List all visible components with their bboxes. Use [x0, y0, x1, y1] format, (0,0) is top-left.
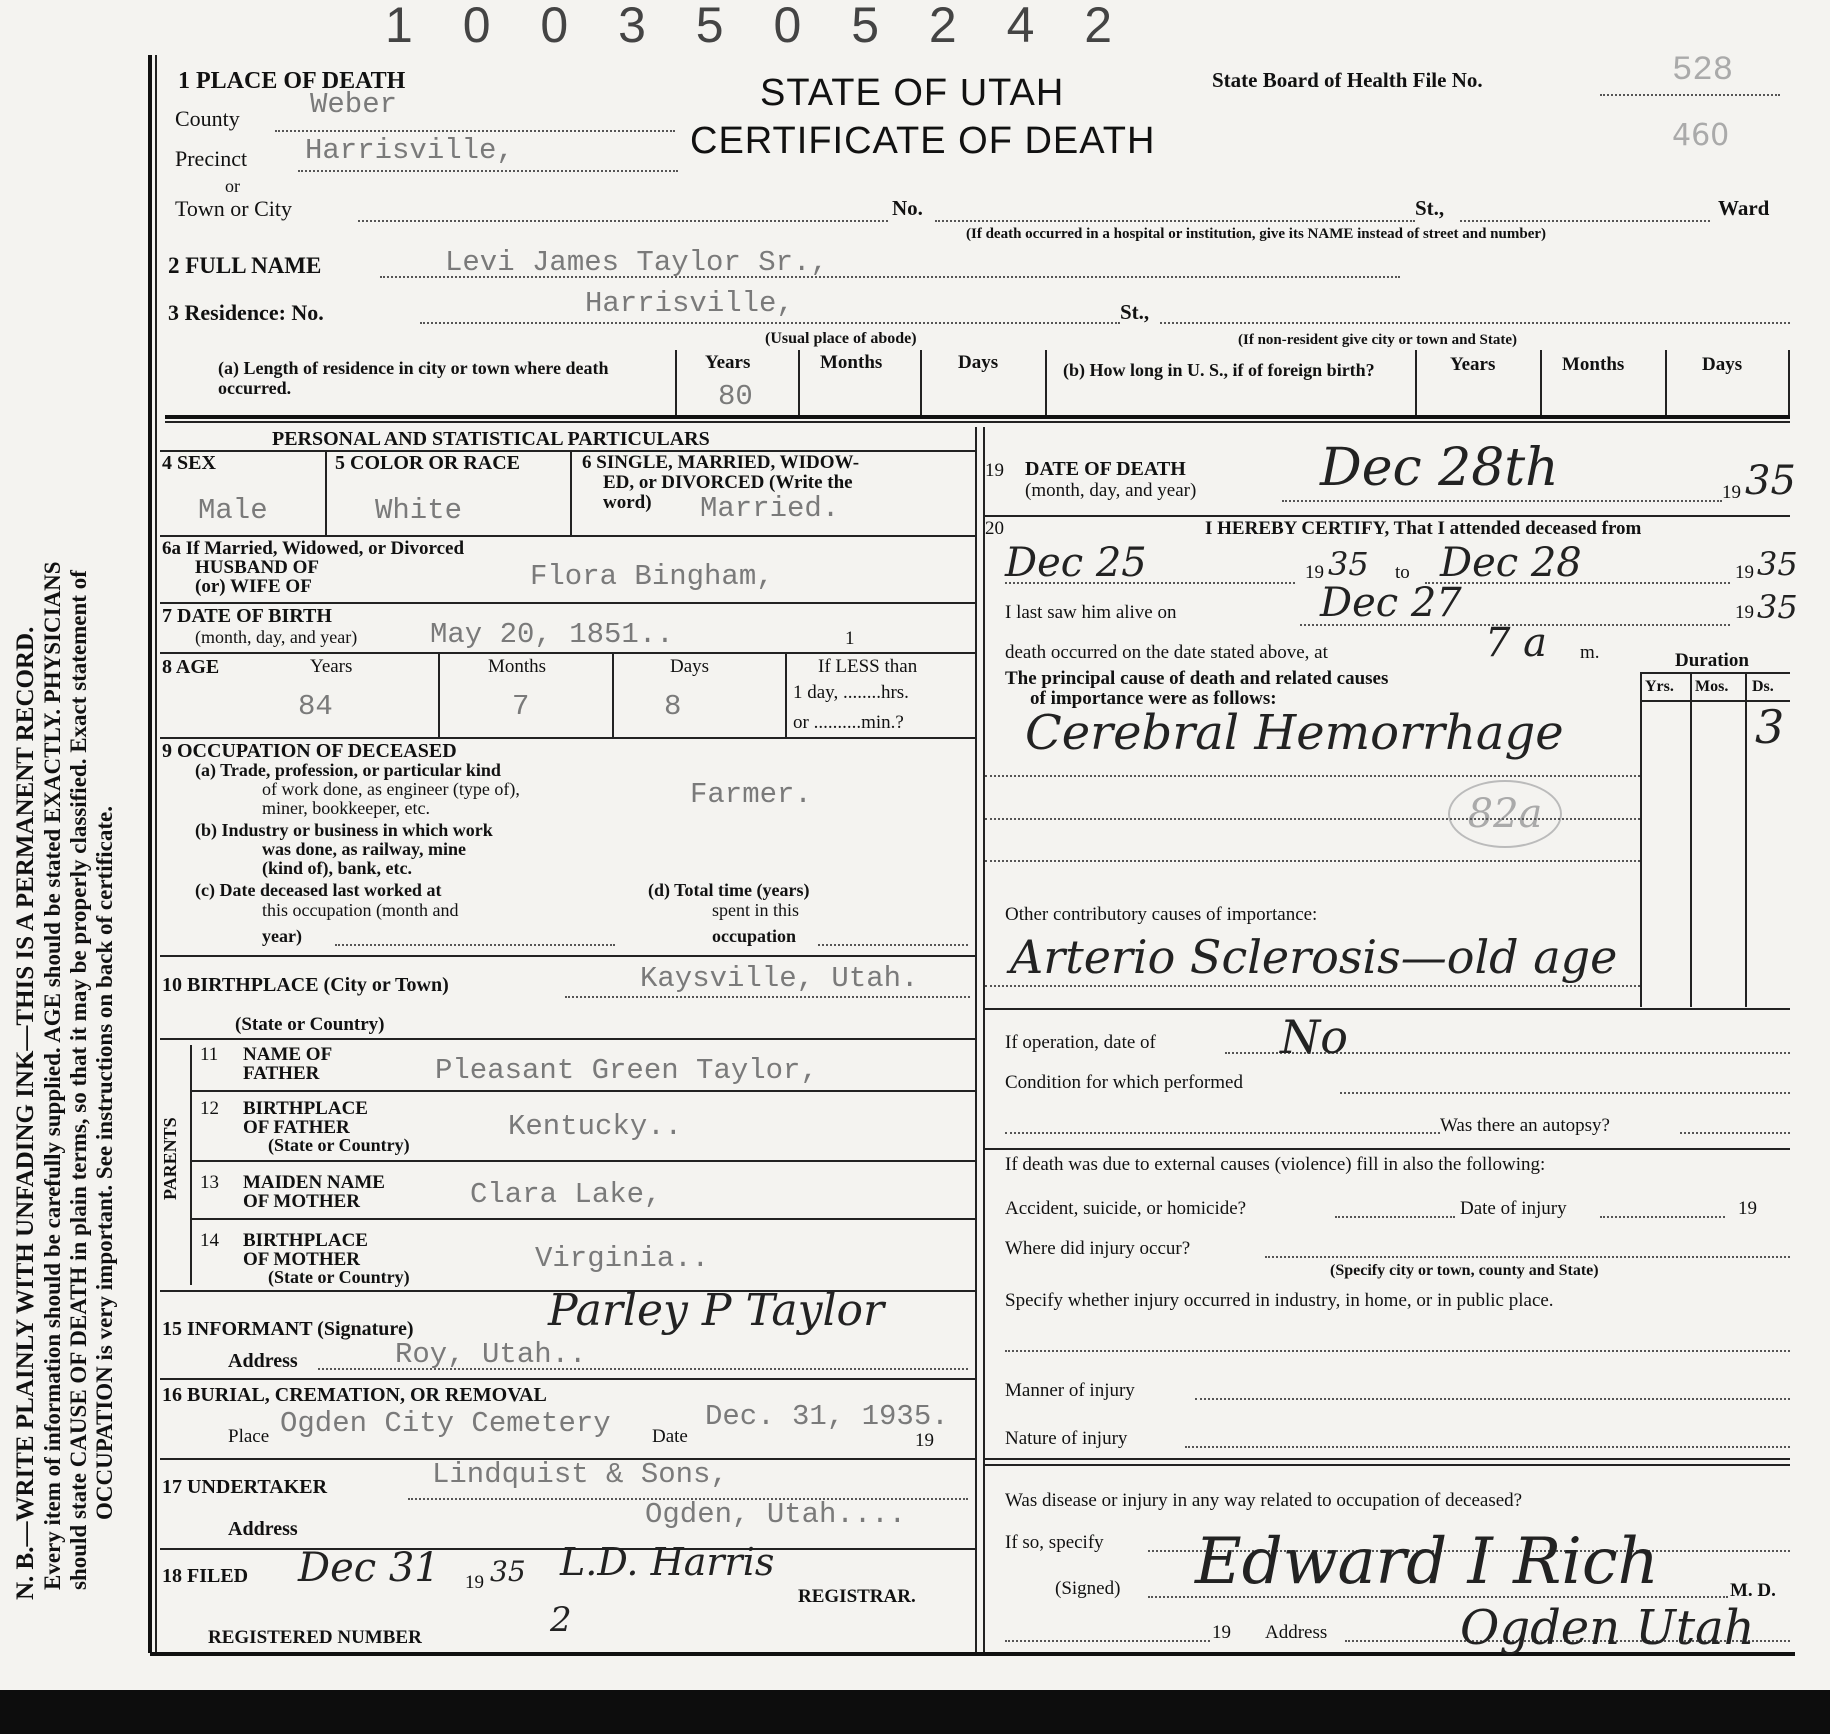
marital-label-1: 6 SINGLE, MARRIED, WIDOW- — [582, 452, 860, 473]
res-months-header: Months — [820, 352, 883, 373]
precinct-value: Harrisville, — [305, 134, 514, 167]
cause-of-death: Cerebral Hemorrhage — [1025, 705, 1564, 761]
cause-label-2: of importance were as follows: — [1030, 688, 1277, 709]
age-months-value: 7 — [512, 690, 530, 723]
or-label: or — [225, 176, 240, 196]
physician-address-label: Address — [1265, 1622, 1328, 1643]
death-year-prefix: 19 — [1722, 482, 1741, 503]
residence-label: 3 Residence: No. — [168, 300, 324, 325]
mother-num: 13 — [200, 1172, 219, 1193]
certify-to-label: to — [1395, 562, 1410, 583]
burial-place-label: Place — [228, 1426, 270, 1447]
mother-label-1: MAIDEN NAME — [243, 1172, 385, 1193]
filed-year-prefix: 19 — [465, 1572, 484, 1593]
operation-label: If operation, date of — [1005, 1032, 1156, 1053]
board-file-label: State Board of Health File No. — [1212, 68, 1483, 92]
ward-label: Ward — [1718, 196, 1770, 220]
spouse-value: Flora Bingham, — [530, 560, 774, 593]
external-causes-label: If death was due to external causes (violence) fill in also the following: — [1005, 1154, 1546, 1175]
mother-label-2: OF MOTHER — [243, 1191, 360, 1212]
last-saw-label: I last saw him alive on — [1005, 602, 1177, 623]
informant-signature: Parley P Taylor — [548, 1285, 885, 1336]
full-name-label: 2 FULL NAME — [168, 253, 322, 278]
marital-value: Married. — [700, 492, 840, 525]
mother-bp-label-2: OF MOTHER — [243, 1249, 360, 1270]
spouse-label-2: HUSBAND OF — [195, 557, 320, 578]
county-value: Weber — [310, 88, 398, 121]
occupation-heading: 9 OCCUPATION OF DECEASED — [162, 740, 457, 762]
less-label-1: If LESS than — [818, 656, 918, 677]
m-label: m. — [1580, 642, 1600, 663]
signed-year-prefix: 19 — [1212, 1622, 1231, 1643]
duration-ds: Ds. — [1752, 678, 1774, 695]
occupation-d3: occupation — [712, 926, 797, 946]
certify-to-year: 35 — [1757, 545, 1798, 583]
occupation-b3: (kind of), bank, etc. — [262, 858, 413, 878]
res-years-value: 80 — [718, 380, 753, 413]
death-year: 35 — [1745, 458, 1796, 504]
mother-bp-label-1: BIRTHPLACE — [243, 1230, 368, 1251]
certify-text: I HEREBY CERTIFY, That I attended deceased from — [1205, 518, 1642, 539]
autopsy-label: Was there an autopsy? — [1440, 1115, 1610, 1136]
less-label-2: 1 day, ........hrs. — [793, 682, 909, 703]
certificate-title: CERTIFICATE OF DEATH — [690, 120, 1156, 162]
death-date-num: 19 — [985, 460, 1004, 481]
certify-from-year: 35 — [1328, 545, 1369, 583]
residence-value: Harrisville, — [585, 287, 794, 320]
condition-label: Condition for which performed — [1005, 1072, 1243, 1093]
personal-heading: PERSONAL AND STATISTICAL PARTICULARS — [272, 428, 710, 450]
physician-signature: Edward I Rich — [1195, 1525, 1659, 1599]
burial-date: Dec. 31, 1935. — [705, 1400, 949, 1433]
death-date-label-1: DATE OF DEATH — [1025, 458, 1186, 480]
father-bp-label-3: (State or Country) — [268, 1135, 410, 1155]
res-days-header: Days — [958, 352, 999, 373]
spouse-label-3: (or) WIFE OF — [195, 576, 312, 597]
form-left-border-inner — [155, 55, 157, 1653]
informant-address-label: Address — [228, 1350, 298, 1372]
informant-label: 15 INFORMANT (Signature) — [162, 1318, 414, 1340]
cause-label-1: The principal cause of death and related causes — [1005, 668, 1389, 689]
hospital-note: (If death occurred in a hospital or institution, give its NAME instead of street and number) — [966, 226, 1547, 242]
father-num: 11 — [200, 1044, 219, 1065]
occupation-d2: spent in this — [712, 900, 800, 920]
color-value: White — [375, 494, 463, 527]
reg-number-label: REGISTERED NUMBER — [208, 1627, 422, 1648]
marital-label-2: ED, or DIVORCED (Write the — [603, 472, 853, 493]
death-time: 7 a — [1485, 620, 1548, 666]
sex-label: 4 SEX — [162, 452, 216, 474]
father-bp-label-2: OF FATHER — [243, 1117, 350, 1138]
last-saw-value: Dec 27 — [1320, 580, 1462, 626]
us-years-header: Years — [1450, 354, 1496, 375]
board-file-number: 528 — [1672, 52, 1734, 90]
county-label: County — [175, 106, 240, 131]
certify-from: Dec 25 — [1005, 540, 1147, 586]
undertaker-address-label: Address — [228, 1518, 298, 1540]
dob-label-1: 7 DATE OF BIRTH — [162, 605, 332, 627]
color-label: 5 COLOR OR RACE — [335, 452, 521, 474]
signed-label: (Signed) — [1055, 1578, 1121, 1599]
undertaker-address: Ogden, Utah.... — [645, 1498, 907, 1531]
occupation-b2: was done, as railway, mine — [262, 839, 467, 859]
occupation-d1: (d) Total time (years) — [648, 880, 810, 900]
last-saw-year: 35 — [1757, 588, 1798, 626]
accident-label: Accident, suicide, or homicide? — [1005, 1198, 1247, 1219]
occupation-c1: (c) Date deceased last worked at — [195, 880, 442, 900]
registrar-label: REGISTRAR. — [798, 1586, 916, 1607]
parents-side-label: PARENTS — [160, 1117, 180, 1200]
occupation-a1: (a) Trade, profession, or particular kind — [195, 760, 501, 780]
length-residence-label: (a) Length of residence in city or town where death occurred. — [218, 358, 609, 398]
nature-label: Nature of injury — [1005, 1428, 1128, 1449]
physician-address: Ogden Utah — [1460, 1600, 1755, 1656]
cause-code-stamp: 82a — [1448, 780, 1562, 848]
occupation-value: Farmer. — [690, 778, 812, 811]
birthplace-state-label: (State or Country) — [235, 1014, 385, 1035]
mother-bp-num: 14 — [200, 1230, 219, 1251]
father-bp-label-1: BIRTHPLACE — [243, 1098, 368, 1119]
age-days-value: 8 — [664, 690, 682, 723]
filed-date: Dec 31 — [298, 1545, 440, 1591]
birthplace-value: Kaysville, Utah. — [640, 962, 919, 995]
specify-injury-label: Specify whether injury occurred in industry, in home, or in public place. — [1005, 1290, 1554, 1311]
precinct-label: Precinct — [175, 146, 248, 171]
us-days-header: Days — [1702, 354, 1743, 375]
undertaker-label: 17 UNDERTAKER — [162, 1476, 328, 1498]
informant-address: Roy, Utah.. — [395, 1338, 587, 1371]
occurred-label: death occurred on the date stated above, at — [1005, 642, 1328, 663]
father-birthplace: Kentucky.. — [508, 1110, 683, 1143]
dob-label-2: (month, day, and year) — [195, 627, 358, 647]
side-notes — [0, 0, 130, 1640]
father-label-1: NAME OF — [243, 1044, 333, 1065]
burial-date-label: Date — [652, 1426, 688, 1447]
manner-label: Manner of injury — [1005, 1380, 1135, 1401]
father-label-2: FATHER — [243, 1063, 320, 1084]
file-number: 1 0 0 3 5 0 5 2 4 2 — [385, 0, 1131, 53]
st-label: St., — [1415, 196, 1445, 220]
side-note-4: OCCUPATION is very important. See instructions on back of certificate. — [92, 806, 117, 1520]
age-days-header: Days — [670, 656, 710, 677]
spouse-label-1: 6a If Married, Widowed, or Divorced — [162, 538, 465, 559]
mother-birthplace: Virginia.. — [535, 1242, 710, 1275]
burial-label: 16 BURIAL, CREMATION, OR REMOVAL — [162, 1384, 547, 1406]
scan-bottom-band — [0, 1690, 1830, 1734]
where-injury-label: Where did injury occur? — [1005, 1238, 1191, 1259]
undertaker-name: Lindquist & Sons, — [432, 1458, 728, 1491]
form-left-border — [148, 55, 152, 1653]
other-causes-label: Other contributory causes of importance: — [1005, 904, 1318, 925]
place-of-death-heading: 1 PLACE OF DEATH — [178, 68, 406, 94]
occupation-b1: (b) Industry or business in which work — [195, 820, 493, 840]
duration-label: Duration — [1675, 650, 1749, 671]
registrar-signature: L.D. Harris — [560, 1540, 775, 1584]
filed-label: 18 FILED — [162, 1565, 249, 1587]
reg-number: 2 — [550, 1600, 572, 1640]
death-date-value: Dec 28th — [1320, 438, 1559, 498]
filed-year: 35 — [490, 1555, 526, 1588]
certify-num: 20 — [985, 518, 1004, 539]
where-injury-note: (Specify city or town, county and State) — [1330, 1262, 1599, 1279]
duration-mos: Mos. — [1695, 678, 1729, 695]
us-residence-label: (b) How long in U. S., if of foreign birth? — [1063, 360, 1375, 380]
md-label: M. D. — [1730, 1580, 1776, 1601]
other-causes: Arterio Sclerosis—old age — [1010, 930, 1618, 984]
related-label: Was disease or injury in any way related to occupation of deceased? — [1005, 1490, 1523, 1511]
last-saw-year-prefix: 19 — [1735, 602, 1754, 623]
full-name-value: Levi James Taylor Sr., — [445, 246, 828, 279]
father-bp-num: 12 — [200, 1098, 219, 1119]
mother-name: Clara Lake, — [470, 1178, 662, 1211]
duration-yrs: Yrs. — [1645, 678, 1674, 695]
dob-mark: 1 — [845, 628, 855, 649]
certify-to: Dec 28 — [1440, 540, 1582, 586]
father-name: Pleasant Green Taylor, — [435, 1054, 818, 1087]
us-months-header: Months — [1562, 354, 1625, 375]
dob-value: May 20, 1851.. — [430, 618, 674, 651]
burial-place: Ogden City Cemetery — [280, 1407, 611, 1440]
age-years-value: 84 — [298, 690, 333, 723]
res-years-header: Years — [705, 352, 751, 373]
marital-label-3: word) — [603, 492, 652, 513]
if-so-label: If so, specify — [1005, 1532, 1104, 1553]
cause-days: 3 — [1755, 700, 1785, 754]
no-label: No. — [892, 196, 923, 220]
operation-value: No — [1280, 1010, 1348, 1064]
certify-to-year-prefix: 19 — [1735, 562, 1754, 583]
burial-year-prefix: 19 — [915, 1430, 934, 1451]
occupation-c3: year) — [262, 926, 302, 946]
age-months-header: Months — [488, 656, 547, 677]
less-label-3: or ..........min.? — [793, 712, 904, 733]
town-label: Town or City — [175, 196, 293, 221]
mother-bp-label-3: (State or Country) — [268, 1267, 410, 1287]
injury-date-label: Date of injury — [1460, 1198, 1567, 1219]
injury-year-prefix: 19 — [1738, 1198, 1757, 1219]
occupation-a2: of work done, as engineer (type of), — [262, 779, 520, 799]
age-years-header: Years — [310, 656, 353, 677]
certify-from-year-prefix: 19 — [1305, 562, 1324, 583]
board-file-number-2: 460 — [1672, 118, 1730, 153]
state-title: STATE OF UTAH — [760, 72, 1065, 114]
residence-st-label: St., — [1120, 300, 1150, 324]
sex-value: Male — [198, 494, 268, 527]
abode-note: (Usual place of abode) — [765, 330, 917, 347]
occupation-c2: this occupation (month and — [262, 900, 459, 920]
birthplace-label: 10 BIRTHPLACE (City or Town) — [162, 974, 449, 996]
nonres-note: (If non-resident give city or town and State) — [1238, 332, 1518, 348]
side-note-3: should state CAUSE OF DEATH in plain terms, so that it may be properly classified. Exact statement of — [66, 570, 91, 1590]
side-note-1: N. B.—WRITE PLAINLY WITH UNFADING INK—THIS IS A PERMANENT RECORD. — [12, 626, 39, 1600]
occupation-a3: miner, bookkeeper, etc. — [262, 798, 430, 818]
side-note-2: Every item of information should be carefully supplied. AGE should be stated EXACTLY. PHYSICIANS — [40, 561, 65, 1590]
death-date-label-2: (month, day, and year) — [1025, 480, 1197, 501]
age-label: 8 AGE — [162, 656, 220, 678]
